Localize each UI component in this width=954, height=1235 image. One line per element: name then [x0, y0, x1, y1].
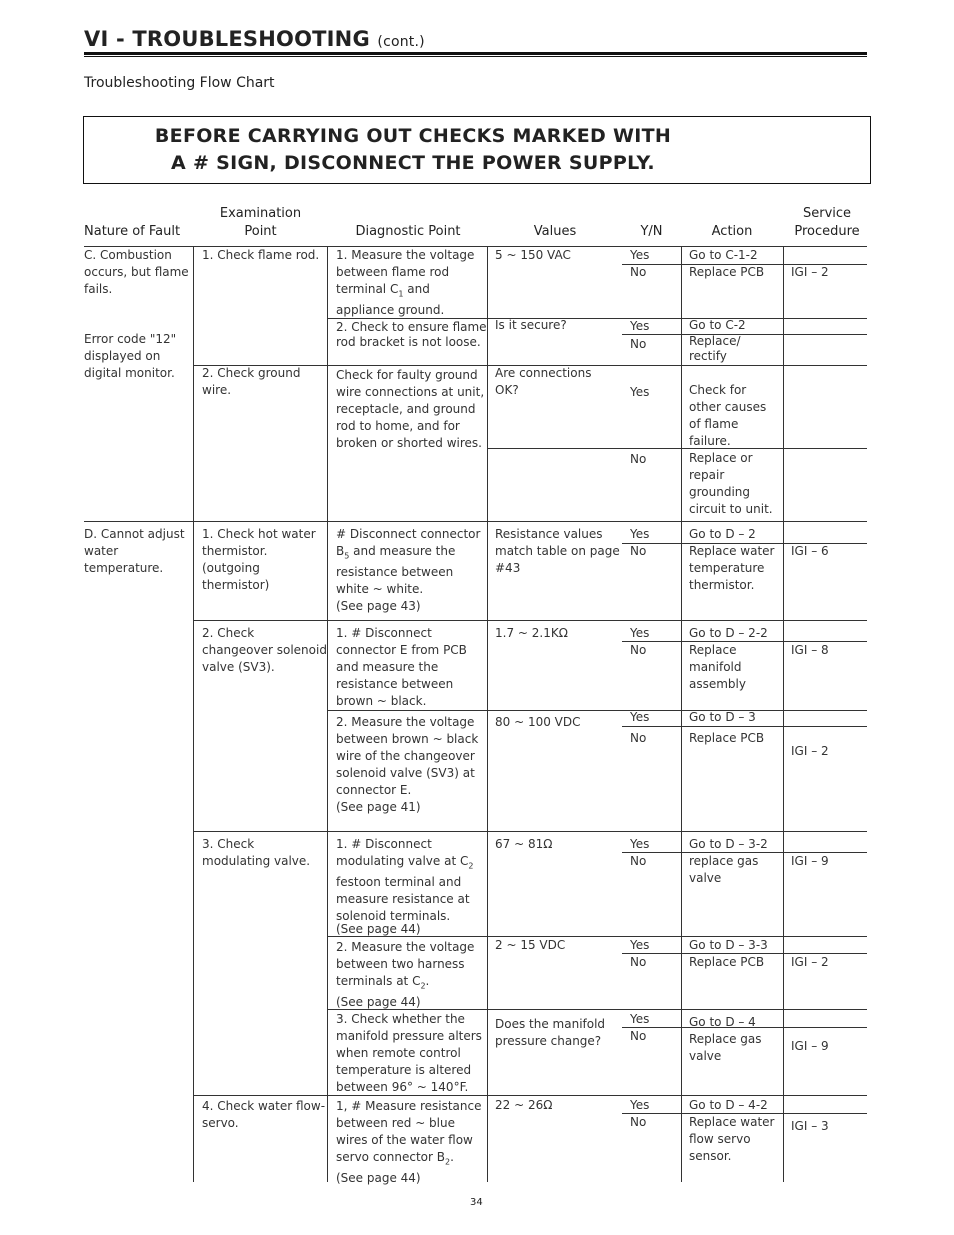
diag-c1b: 2. Check to ensure flame rod bracket is not loose. [336, 320, 487, 349]
service-d3c: IGI – 9 [791, 1039, 829, 1053]
action-d3c-no: Replace gas valve [689, 1032, 762, 1063]
action-c1b-yes: Go to C-2 [689, 318, 746, 332]
service-d4: IGI – 3 [791, 1119, 829, 1133]
yn-yes: Yes [630, 626, 650, 640]
value-d3c: Does the manifold pressure change? [495, 1017, 606, 1048]
diag-d3c: 3. Check whether the manifold pressure alters when remote control temperature is altered between 96° ~ 140°F. [336, 1012, 482, 1094]
value-c2: Are connections OK? [495, 366, 592, 397]
service-d2a: IGI – 8 [791, 643, 829, 657]
col-values: Values [533, 224, 577, 239]
yn-yes: Yes [630, 319, 650, 333]
grid-line [327, 246, 328, 1182]
yn-yes: Yes [630, 710, 650, 724]
col-exam: Examination Point [219, 206, 302, 239]
action-d2b-yes: Go to D – 3 [689, 710, 756, 724]
yn-no: No [630, 955, 647, 969]
diag-d1: # Disconnect connector $B_5$ and measure the resistance between white ~ white. (See page 43) [336, 527, 481, 614]
exam-c1: 1. Check flame rod. [202, 248, 320, 262]
title-rule [84, 52, 867, 55]
col-service: Service Procedure [794, 206, 860, 239]
fault-c-error-code: Error code "12" displayed on digital monitor. [84, 332, 177, 380]
fault-c-description: C. Combustion occurs, but flame fails. [84, 248, 189, 296]
service-d1: IGI – 6 [791, 544, 829, 558]
yn-yes: Yes [630, 1098, 650, 1112]
yn-yes: Yes [630, 1012, 650, 1026]
col-diag: Diagnostic Point [355, 224, 461, 239]
yn-no: No [630, 1029, 647, 1043]
grid-line [487, 448, 867, 449]
action-d1-yes: Go to D – 2 [689, 527, 756, 541]
yn-yes: Yes [630, 248, 650, 262]
diag-c2: Check for faulty ground wire connections at unit, receptacle, and ground rod to home, and for broken or shorted wires. [336, 368, 485, 450]
service-c1a: IGI – 2 [791, 265, 829, 279]
grid-line [194, 831, 867, 832]
yn-no: No [630, 265, 647, 279]
yn-no: No [630, 337, 647, 351]
action-d3b-no: Replace PCB [689, 955, 765, 969]
value-d2a: 1.7 ~ 2.1KΩ [495, 626, 568, 640]
value-c1a: 5 ~ 150 VAC [495, 248, 571, 262]
col-yn: Y/N [640, 224, 663, 239]
action-d2a-yes: Go to D – 2-2 [689, 626, 768, 640]
warning-line-2: A # SIGN, DISCONNECT THE POWER SUPPLY. [171, 152, 655, 174]
action-d3a-no: replace gas valve [689, 854, 759, 885]
action-c1a-yes: Go to C-1-2 [689, 248, 758, 262]
value-d3a: 67 ~ 81Ω [495, 837, 553, 851]
value-d4: 22 ~ 26Ω [495, 1098, 553, 1112]
action-d3a-yes: Go to D – 3-2 [689, 837, 768, 851]
yn-yes: Yes [630, 938, 650, 952]
action-d3b-yes: Go to D – 3-3 [689, 938, 768, 952]
page-number: 34 [470, 1197, 483, 1208]
grid-line [194, 1095, 867, 1096]
grid-line [487, 246, 488, 1182]
yn-yes: Yes [630, 385, 650, 399]
action-d3c-yes: Go to D – 4 [689, 1015, 756, 1029]
grid-line [84, 521, 867, 522]
warning-box [83, 116, 871, 184]
grid-line [193, 246, 194, 1182]
yn-yes: Yes [630, 527, 650, 541]
exam-d2: 2. Check changeover solenoid valve (SV3). [202, 626, 327, 674]
value-d3b: 2 ~ 15 VDC [495, 938, 566, 952]
exam-d4: 4. Check water flow- servo. [202, 1099, 326, 1130]
yn-no: No [630, 643, 647, 657]
yn-no: No [630, 544, 647, 558]
diag-d2a: 1. # Disconnect connector E from PCB and measure the resistance between brown ~ black. [336, 626, 467, 708]
value-c1b: Is it secure? [495, 318, 567, 332]
exam-d3: 3. Check modulating valve. [202, 837, 311, 868]
yn-yes: Yes [630, 837, 650, 851]
grid-line [622, 334, 867, 335]
exam-d1: 1. Check hot water thermistor. (outgoing thermistor) [202, 527, 316, 592]
action-c1a-no: Replace PCB [689, 265, 765, 279]
service-d2b: IGI – 2 [791, 744, 829, 758]
fault-d-description: D. Cannot adjust water temperature. [84, 527, 185, 575]
grid-line [194, 620, 867, 621]
action-c1b-no: Replace/ rectify [689, 334, 741, 363]
diag-d3b: 2. Measure the voltage between two harness terminals at $C_2$. (See page 44) [336, 940, 475, 1010]
col-action: Action [711, 224, 753, 239]
action-d4-yes: Go to D – 4-2 [689, 1098, 768, 1112]
diag-d3a: 1. # Disconnect modulating valve at $C_2$ festoon terminal and measure resistance at solenoid terminals. (See page 44) [336, 837, 474, 937]
value-d2b: 80 ~ 100 VDC [495, 715, 581, 729]
col-nature: Nature of Fault [84, 224, 181, 239]
action-d2b-no: Replace PCB [689, 731, 765, 745]
action-c2-yes: Check for other causes of flame failure. [689, 383, 767, 448]
page-title: VI - TROUBLESHOOTING (cont.) [84, 27, 425, 51]
service-d3b: IGI – 2 [791, 955, 829, 969]
grid-line [327, 710, 867, 711]
action-d2a-no: Replace manifold assembly [689, 643, 746, 691]
yn-no: No [630, 452, 647, 466]
yn-no: No [630, 731, 647, 745]
exam-c2: 2. Check ground wire. [202, 366, 301, 397]
service-d3a: IGI – 9 [791, 854, 829, 868]
yn-no: No [630, 854, 647, 868]
warning-line-1: BEFORE CARRYING OUT CHECKS MARKED WITH [154, 125, 672, 147]
title-rule-thin [84, 56, 867, 57]
value-d1: Resistance values match table on page #43 [495, 527, 620, 575]
diag-c1a: 1. Measure the voltage between flame rod terminal $C_1$ and appliance ground. [336, 248, 475, 318]
grid-line [622, 726, 867, 727]
action-d1-no: Replace water temperature thermistor. [689, 544, 775, 592]
diag-d4: 1, # Measure resistance between red ~ blue wires of the water flow servo connector $B_2$. (See page 44) [336, 1099, 482, 1186]
grid-line [681, 246, 682, 1182]
action-c2-no: Replace or repair grounding circuit to unit. [689, 451, 773, 516]
subtitle: Troubleshooting Flow Chart [84, 75, 275, 91]
yn-no: No [630, 1115, 647, 1129]
action-d4-no: Replace water flow servo sensor. [689, 1115, 775, 1163]
diag-d2b: 2. Measure the voltage between brown ~ black wire of the changeover solenoid valve (SV3) at connector E. (See page 41) [336, 715, 479, 814]
grid-line [783, 246, 784, 1182]
